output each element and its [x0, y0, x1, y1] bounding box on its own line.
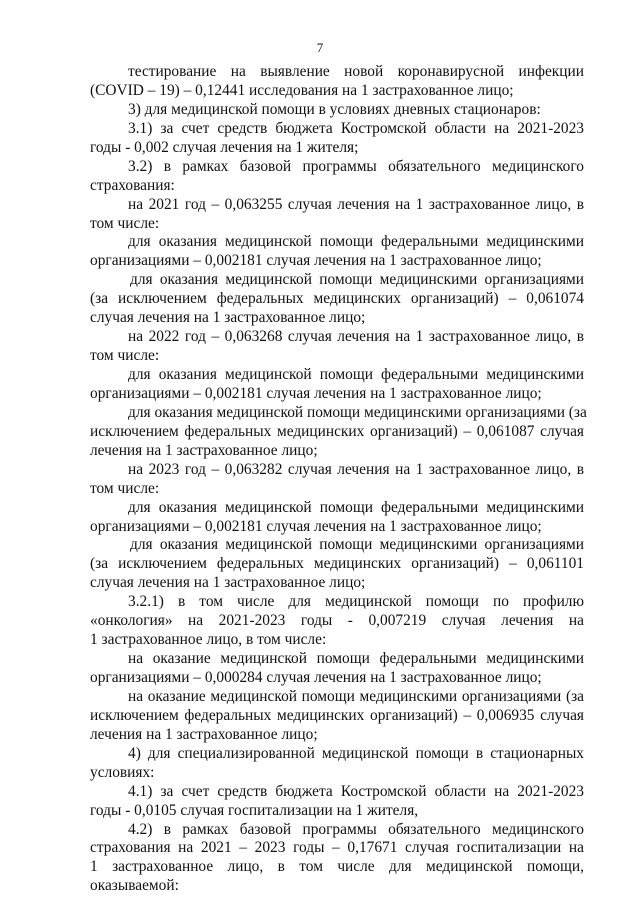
- text-line: на 2022 год – 0,063268 случая лечения на 1 застрахованное лицо, в: [128, 328, 584, 346]
- text-line: том числе:: [90, 347, 160, 365]
- document-body: [90, 63, 587, 896]
- text-line: организациями – 0,002181 случая лечения на 1 застрахованное лицо;: [90, 517, 542, 535]
- text-line: том числе:: [90, 479, 160, 497]
- text-line: организациями – 0,002181 случая лечения на 1 застрахованное лицо;: [90, 384, 542, 402]
- text-line: (за исключением федеральных медицинских организаций) – 0,061074: [90, 290, 584, 308]
- text-line: годы - 0,002 случая лечения на 1 жителя;: [90, 138, 359, 156]
- text-line: на оказание медицинской помощи медицинскими организациями (за: [128, 687, 584, 705]
- text-line: (COVID – 19) – 0,12441 исследования на 1 застрахованное лицо;: [90, 81, 514, 99]
- text-line: лечения на 1 застрахованное лицо;: [90, 441, 318, 459]
- text-line: тестирование на выявление новой коронавирусной инфекции: [128, 63, 584, 80]
- text-line: на 2023 год – 0,063282 случая лечения на 1 застрахованное лицо, в: [128, 460, 584, 478]
- text-line: для оказания медицинской помощи федеральными медицинскими: [128, 233, 584, 251]
- page-number: 7: [316, 40, 324, 55]
- text-line: для оказания медицинской помощи медицинскими организациями: [130, 271, 584, 289]
- text-line: 4.1) за счет средств бюджета Костромской области на 2021-2023: [128, 782, 584, 800]
- text-line: для оказания медицинской помощи медицинскими организациями (за: [128, 403, 587, 421]
- text-line: «онкология» на 2021-2023 годы - 0,007219 случая лечения на: [90, 612, 584, 630]
- text-line: организациями – 0,000284 случая лечения на 1 застрахованное лицо;: [90, 669, 542, 686]
- text-line: 3.2.1) в том числе для медицинской помощи по профилю: [128, 593, 584, 611]
- text-line: лечения на 1 застрахованное лицо;: [90, 725, 318, 743]
- text-line: на оказание медицинской помощи федеральными медицинскими: [128, 650, 584, 668]
- text-line: организациями – 0,002181 случая лечения на 1 застрахованное лицо;: [90, 252, 542, 270]
- text-line: случая лечения на 1 застрахованное лицо;: [90, 574, 366, 592]
- text-line: годы - 0,0105 случая госпитализации на 1 жителя,: [90, 801, 419, 819]
- text-line: страхования:: [90, 176, 175, 194]
- text-line: исключением федеральных медицинских организаций) – 0,006935 случая: [90, 706, 584, 724]
- text-line: для оказания медицинской помощи федеральными медицинскими: [128, 366, 584, 383]
- text-line: 3.1) за счет средств бюджета Костромской области на 2021-2023: [128, 119, 584, 137]
- text-line: исключением федеральных медицинских организаций) – 0,061087 случая: [90, 422, 584, 440]
- text-line: оказываемой:: [90, 877, 179, 895]
- text-line: (за исключением федеральных медицинских организаций) – 0,061101: [90, 555, 584, 573]
- text-line: для оказания медицинской помощи федеральными медицинскими: [128, 498, 584, 516]
- text-line: условиях:: [90, 763, 155, 781]
- text-line: для оказания медицинской помощи медицинскими организациями: [130, 536, 584, 554]
- text-line: 3.2) в рамках базовой программы обязательного медицинского: [128, 157, 584, 175]
- text-line: 4) для специализированной медицинской помощи в стационарных: [128, 744, 584, 762]
- text-line: страхования на 2021 – 2023 годы – 0,17671 случая госпитализации на: [90, 839, 584, 857]
- text-line: на 2021 год – 0,063255 случая лечения на 1 застрахованное лицо, в: [128, 195, 584, 213]
- text-line: случая лечения на 1 застрахованное лицо;: [90, 309, 366, 327]
- text-line: том числе:: [90, 214, 160, 232]
- text-line: 1 застрахованное лицо, в том числе:: [90, 631, 327, 649]
- text-line: 3) для медицинской помощи в условиях дневных стационаров:: [128, 100, 541, 118]
- text-line: 4.2) в рамках базовой программы обязательного медицинского: [128, 820, 584, 838]
- text-line: 1 застрахованное лицо, в том числе для медицинской помощи,: [90, 858, 584, 876]
